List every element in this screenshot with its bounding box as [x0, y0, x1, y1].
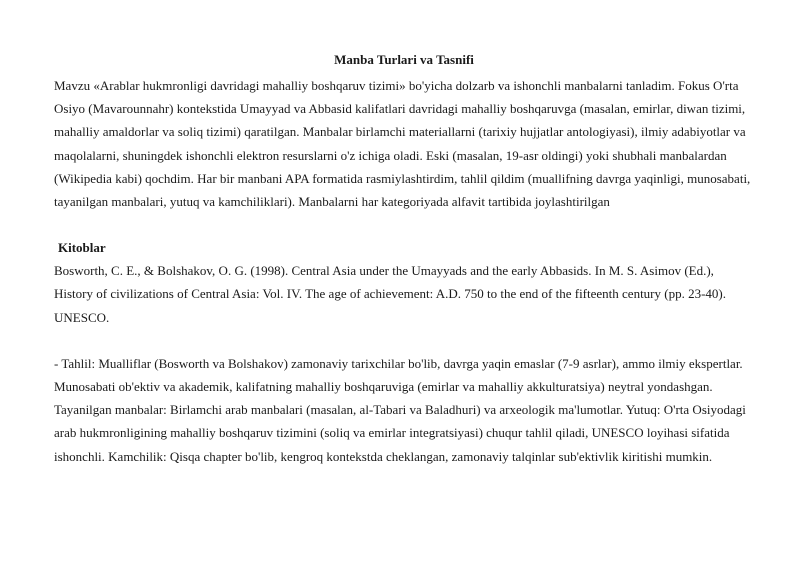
spacer: [54, 329, 754, 352]
intro-paragraph: Mavzu «Arablar hukmronligi davridagi mahalliy boshqaruv tizimi» bo'yicha dolzarb va ishonchli manbalarni tanladim. Fokus O'rta Osiyo (Mavarounnahr) kontekstida Umayyad va Abbasid kalifatlari davridagi mahalliy boshqaruvga (masalan, emirlar, diwan tizimi, mahalliy amaldorlar va soliq tizimi) qaratilgan. Manbalar birlamchi materiallarni (tarixiy hujjatlar antologiyasi), ilmiy adabiyotlar va maqolalarni, shuningdek ishonchli elektron resurslarni o'z ichiga oladi. Eski (masalan, 19-asr oldingi) yoki shubhali manbalardan (Wikipedia kabi) qochdim. Har bir manbani APA formatida rasmiylashtirdim, tahlil qildim (muallifning davrga yaqinligi, munosabati, tayanilgan manbalari, yutuq va kamchiliklari). Manbalarni har kategoriyada alfavit tartibida joylashtirilgan: [54, 78, 751, 210]
document-page: [54, 52, 754, 468]
section-heading-books: Kitoblar: [58, 240, 106, 256]
spacer: [54, 213, 754, 236]
reference-entry: Bosworth, C. E., & Bolshakov, O. G. (1998). Central Asia under the Umayyads and the early Abbasids. In M. S. Asimov (Ed.), History of civilizations of Central Asia: Vol. IV. The age of achievement: A.D. 750 to the end of the fifteenth century (pp. 23-40). UNESCO.: [54, 263, 726, 325]
analysis-paragraph: - Tahlil: Mualliflar (Bosworth va Bolshakov) zamonaviy tarixchilar bo'lib, davrga yaqin emaslar (7-9 asrlar), ammo ilmiy ekspertlar. Munosabati ob'ektiv va akademik, kalifatning mahalliy boshqaruviga (emirlar va mahalliy akkulturatsiya) neytral yondashgan. Tayanilgan manbalar: Birlamchi arab manbalari (masalan, al-Tabari va Baladhuri) va arxeologik ma'lumotlar. Yutuq: O'rta Osiyodagi arab hukmronligining mahalliy boshqaruv tizimini (soliq va emirlar integratsiyasi) chuqur tahlil qiladi, UNESCO loyihasi sifatida ishonchli. Kamchilik: Qisqa chapter bo'lib, kengroq kontekstda cheklangan, zamonaviy talqinlar sub'ektivlik kiritishi mumkin.: [54, 355, 746, 464]
document-title: Manba Turlari va Tasnifi: [334, 52, 474, 67]
